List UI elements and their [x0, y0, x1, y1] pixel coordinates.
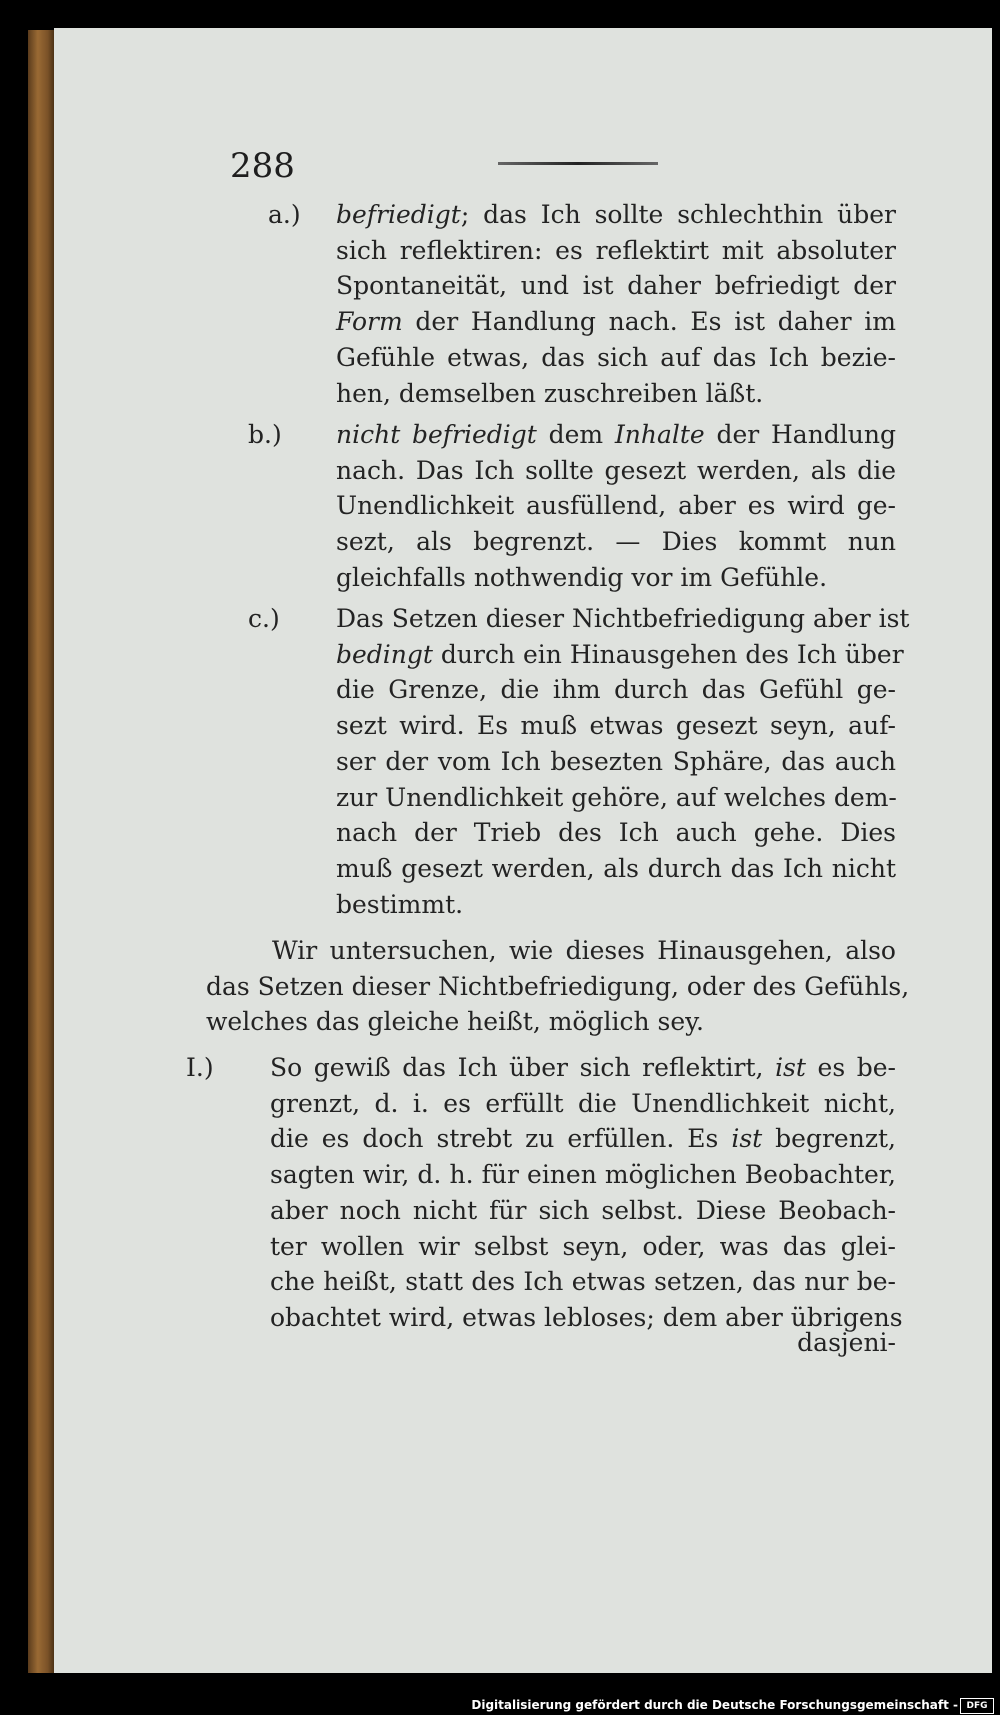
italic-emphasis: ist — [731, 1124, 763, 1154]
text-line — [336, 602, 910, 636]
footer-credit-text: Digitalisierung gefördert durch die Deutsche Forschungsgemeinschaft - — [471, 1698, 958, 1712]
text-line — [270, 1158, 896, 1192]
text-line — [270, 1051, 896, 1085]
text-segment: sezt wird. Es muß etwas gesezt seyn, auf- — [336, 711, 896, 741]
text-segment: das Setzen dieser Nichtbefriedigung, oder des Gefühls, — [206, 971, 910, 1001]
book-spine — [28, 30, 56, 1673]
text-segment: Spontaneität, und ist daher befriedigt der — [336, 271, 896, 301]
text-segment: muß gesezt werden, als durch das Ich nicht — [336, 853, 896, 883]
text-segment: obachtet wird, etwas lebloses; dem aber übrigens — [270, 1302, 903, 1332]
text-line — [336, 816, 896, 850]
text-segment: sich reflektiren: es reflektirt mit absoluter — [336, 235, 896, 265]
text-segment: hen, demselben zuschreiben läßt. — [336, 378, 764, 408]
italic-emphasis: ist — [775, 1053, 806, 1082]
text-line — [336, 377, 896, 411]
text-line — [336, 745, 896, 779]
italic-emphasis: befriedigt — [336, 200, 461, 229]
text-segment: Das Setzen dieser Nichtbefriedigung aber ist — [336, 604, 910, 633]
italic-emphasis: Inhalte — [614, 420, 705, 449]
text-segment: nach der Trieb des Ich auch gehe. Dies — [336, 818, 896, 848]
text-line — [272, 934, 896, 968]
italic-emphasis: Form — [336, 307, 403, 337]
text-line — [336, 852, 896, 886]
text-segment: sagten wir, d. h. für einen möglichen Beobachter, — [270, 1160, 896, 1190]
text-line — [206, 970, 910, 1004]
italic-emphasis: nicht befriedigt — [336, 420, 537, 449]
text-line — [336, 305, 896, 339]
text-segment: ; das Ich sollte schlechthin über — [460, 200, 896, 229]
text-segment: che heißt, statt des Ich etwas setzen, das nur be- — [270, 1267, 896, 1297]
text-segment: dem — [536, 420, 615, 449]
text-line — [336, 418, 896, 452]
text-segment: Wir untersuchen, wie dieses Hinausgehen, also — [272, 936, 896, 965]
text-line — [336, 673, 896, 707]
list-item-0-marker: a.) — [268, 200, 301, 229]
section-I-marker: I.) — [186, 1053, 214, 1082]
text-segment: ter wollen wir selbst seyn, oder, was das glei- — [270, 1231, 896, 1261]
text-segment: welches das gleiche heißt, möglich sey. — [206, 1007, 704, 1037]
text-line — [270, 1194, 896, 1228]
dfg-logo: DFG — [960, 1698, 994, 1714]
text-line — [336, 454, 896, 488]
text-line — [270, 1087, 896, 1121]
text-line — [270, 1230, 896, 1264]
text-line — [336, 638, 904, 672]
text-segment: aber noch nicht für sich selbst. Diese Beobach- — [270, 1195, 896, 1225]
text-segment: begrenzt, — [762, 1124, 896, 1154]
text-line — [336, 561, 896, 595]
text-segment: So gewiß das Ich über sich reflektirt, — [270, 1053, 776, 1082]
text-segment: nach. Das Ich sollte gesezt werden, als die — [336, 455, 896, 485]
text-segment: der Handlung — [704, 420, 896, 449]
text-line — [270, 1122, 896, 1156]
text-line — [206, 1005, 896, 1039]
page-number: 288 — [230, 146, 295, 186]
text-line — [336, 234, 896, 268]
book-page — [54, 28, 992, 1673]
catchword: dasjeni- — [797, 1328, 896, 1357]
text-line — [336, 198, 896, 232]
text-segment: Unendlichkeit ausfüllend, aber es wird ge- — [336, 491, 896, 521]
text-segment: es be- — [805, 1053, 896, 1082]
text-segment: der Handlung nach. Es ist daher im — [402, 307, 896, 337]
list-item-2-marker: c.) — [248, 604, 280, 633]
text-segment: die es doch strebt zu erfüllen. Es — [270, 1124, 732, 1154]
text-line — [336, 341, 896, 375]
text-segment: grenzt, d. i. es erfüllt die Unendlichkeit nicht, — [270, 1088, 896, 1118]
list-item-1-marker: b.) — [248, 420, 282, 449]
text-line — [336, 269, 896, 303]
text-line — [336, 489, 896, 523]
text-line — [270, 1265, 896, 1299]
text-segment: Gefühle etwas, das sich auf das Ich bezie- — [336, 342, 896, 372]
text-segment: durch ein Hinausgehen des Ich über — [432, 639, 904, 669]
text-segment: zur Unendlichkeit gehöre, auf welches dem- — [336, 782, 897, 812]
text-line — [336, 709, 896, 743]
text-line — [336, 525, 896, 559]
text-line — [336, 781, 896, 815]
text-segment: sezt, als begrenzt. — Dies kommt nun — [336, 527, 896, 557]
header-ornament-rule — [498, 162, 658, 165]
italic-emphasis: bedingt — [336, 639, 433, 669]
digitization-footer — [0, 1695, 1000, 1715]
text-segment: die Grenze, die ihm durch das Gefühl ge- — [336, 675, 896, 705]
text-segment: gleichfalls nothwendig vor im Gefühle. — [336, 562, 828, 592]
text-segment: ser der vom Ich besezten Sphäre, das auch — [336, 746, 896, 776]
text-segment: bestimmt. — [336, 889, 464, 919]
text-line — [336, 888, 896, 922]
